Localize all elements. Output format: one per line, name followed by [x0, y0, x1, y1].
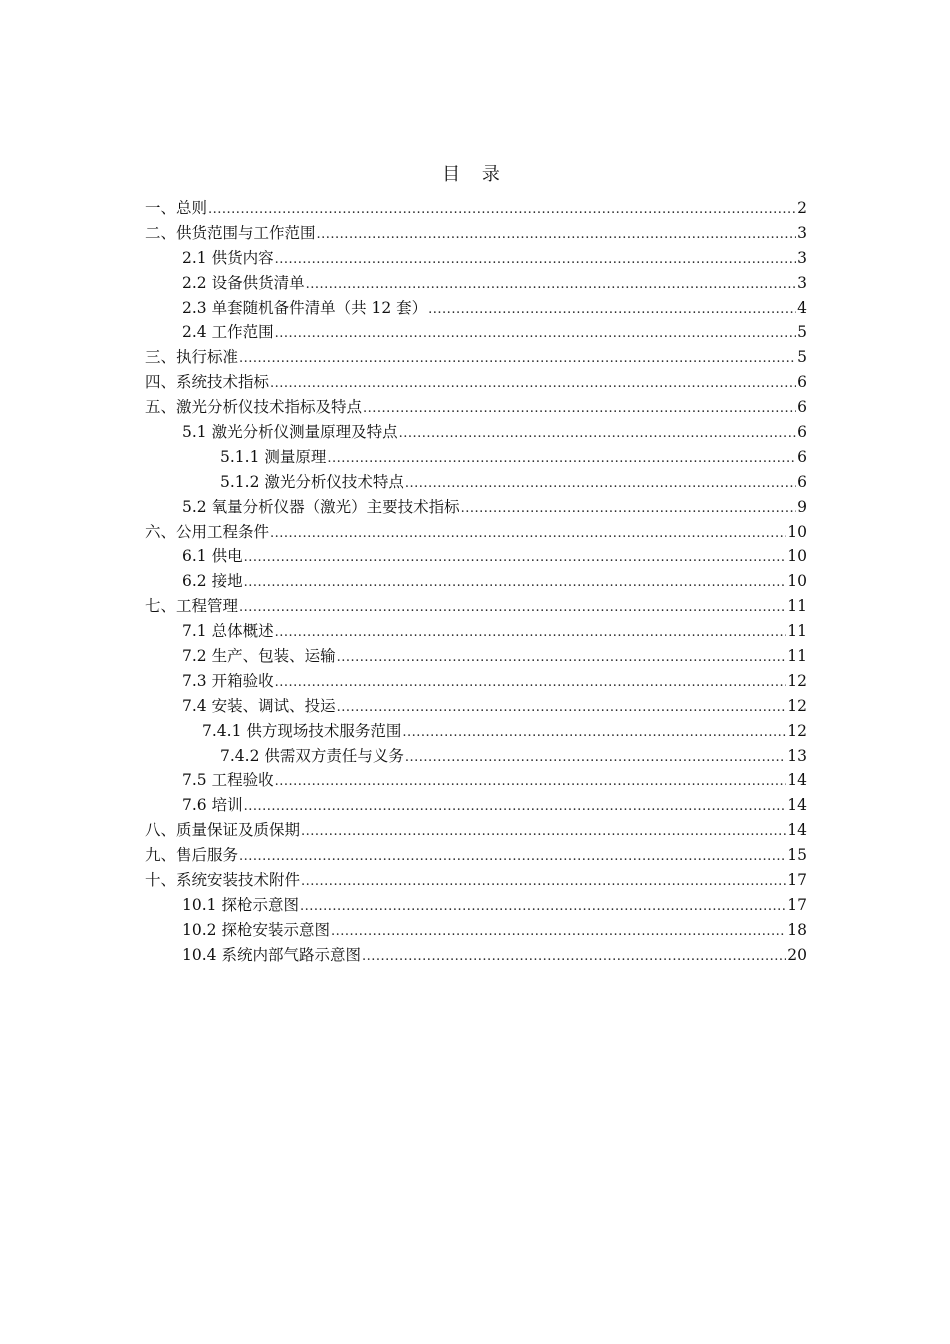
toc-entry[interactable]	[145, 694, 807, 719]
toc-dot-leader	[208, 202, 796, 217]
toc-entry-label: 五、激光分析仪技术指标及特点	[145, 398, 363, 417]
toc-dot-leader	[428, 302, 796, 317]
toc-dot-leader	[244, 575, 787, 590]
toc-entry[interactable]	[145, 893, 807, 918]
toc-dot-leader	[239, 600, 786, 615]
toc-dot-leader	[275, 675, 787, 690]
toc-entry-page-number: 10	[787, 522, 807, 541]
toc-entry-page-number: 6	[797, 447, 807, 466]
toc-entry-page-number: 14	[787, 821, 807, 840]
toc-entry-label: 5.2 氧量分析仪器（激光）主要技术指标	[182, 497, 460, 516]
toc-entry[interactable]	[145, 843, 807, 868]
toc-entry-page-number: 12	[787, 696, 807, 715]
table-of-contents	[145, 196, 807, 968]
toc-entry[interactable]	[145, 544, 807, 569]
toc-entry-page-number: 6	[797, 423, 807, 442]
toc-entry[interactable]	[145, 520, 807, 545]
toc-entry[interactable]	[145, 768, 807, 793]
toc-entry-label: 10.2 探枪安装示意图	[182, 920, 330, 939]
toc-dot-leader	[270, 376, 796, 391]
toc-dot-leader	[331, 924, 786, 939]
toc-entry[interactable]	[145, 196, 807, 221]
toc-entry-label: 5.1 激光分析仪测量原理及特点	[182, 423, 398, 442]
toc-entry[interactable]	[145, 395, 807, 420]
toc-dot-leader	[402, 725, 786, 740]
toc-entry-label: 2.3 单套随机备件清单（共 12 套）	[182, 298, 428, 317]
toc-entry-label: 2.2 设备供货清单	[182, 273, 305, 292]
toc-dot-leader	[317, 227, 797, 242]
toc-entry-label: 7.2 生产、包装、运输	[182, 647, 336, 666]
toc-dot-leader	[275, 252, 797, 267]
toc-entry[interactable]	[145, 719, 807, 744]
toc-entry-label: 九、售后服务	[145, 846, 239, 865]
toc-entry-label: 六、公用工程条件	[145, 522, 270, 541]
toc-entry-page-number: 6	[797, 398, 807, 417]
toc-dot-leader	[327, 451, 796, 466]
toc-entry-label: 7.4 安装、调试、投运	[182, 696, 336, 715]
toc-entry-page-number: 4	[797, 298, 807, 317]
toc-dot-leader	[337, 700, 787, 715]
toc-entry-label: 7.3 开箱验收	[182, 671, 274, 690]
toc-entry-page-number: 6	[797, 472, 807, 491]
toc-entry-label: 7.4.1 供方现场技术服务范围	[202, 721, 402, 740]
toc-entry[interactable]	[145, 495, 807, 520]
toc-entry-page-number: 2	[797, 199, 807, 217]
toc-entry-page-number: 3	[797, 273, 807, 292]
toc-entry[interactable]	[145, 744, 807, 769]
toc-entry-page-number: 20	[787, 945, 807, 964]
toc-dot-leader	[337, 650, 787, 665]
toc-entry-label: 八、质量保证及质保期	[145, 821, 301, 840]
toc-entry[interactable]	[145, 271, 807, 296]
toc-dot-leader	[270, 526, 786, 541]
toc-entry-label: 7.4.2 供需双方责任与义务	[220, 746, 404, 765]
toc-entry-page-number: 12	[787, 671, 807, 690]
toc-entry-label: 7.1 总体概述	[182, 622, 274, 641]
toc-entry-page-number: 18	[787, 920, 807, 939]
toc-entry[interactable]	[145, 420, 807, 445]
toc-entry-label: 10.1 探枪示意图	[182, 895, 299, 914]
toc-dot-leader	[239, 351, 796, 366]
toc-entry-label: 一、总则	[145, 199, 208, 217]
toc-entry-page-number: 14	[787, 771, 807, 790]
toc-dot-leader	[301, 874, 786, 889]
toc-entry[interactable]	[145, 246, 807, 271]
toc-entry-page-number: 3	[797, 248, 807, 267]
toc-entry-label: 三、执行标准	[145, 348, 239, 367]
toc-entry-page-number: 11	[787, 622, 807, 641]
toc-entry-label: 七、工程管理	[145, 597, 239, 616]
toc-entry-page-number: 13	[787, 746, 807, 765]
toc-entry-label: 6.2 接地	[182, 572, 243, 591]
toc-entry[interactable]	[145, 345, 807, 370]
toc-entry-page-number: 10	[787, 572, 807, 591]
toc-entry[interactable]	[145, 818, 807, 843]
toc-dot-leader	[239, 849, 786, 864]
toc-entry-page-number: 11	[787, 597, 807, 616]
toc-entry-label: 5.1.1 测量原理	[220, 447, 327, 466]
toc-entry-page-number: 15	[787, 846, 807, 865]
toc-dot-leader	[275, 774, 787, 789]
toc-entry[interactable]	[145, 320, 807, 345]
toc-dot-leader	[399, 426, 797, 441]
page-title: 目 录	[442, 164, 508, 185]
toc-entry-page-number: 6	[797, 373, 807, 392]
toc-dot-leader	[300, 899, 786, 914]
toc-entry[interactable]	[145, 296, 807, 321]
toc-entry[interactable]	[145, 619, 807, 644]
toc-entry-label: 2.4 工作范围	[182, 323, 274, 342]
toc-entry-page-number: 17	[787, 895, 807, 914]
toc-dot-leader	[275, 625, 787, 640]
toc-entry-page-number: 17	[787, 871, 807, 890]
toc-entry[interactable]	[145, 868, 807, 893]
toc-entry[interactable]	[145, 221, 807, 246]
toc-entry[interactable]	[145, 918, 807, 943]
toc-entry-page-number: 14	[787, 796, 807, 815]
toc-entry[interactable]	[145, 370, 807, 395]
toc-entry-label: 7.6 培训	[182, 796, 243, 815]
toc-dot-leader	[244, 550, 787, 565]
toc-dot-leader	[405, 476, 796, 491]
toc-entry-page-number: 10	[787, 547, 807, 566]
toc-entry[interactable]	[145, 793, 807, 818]
toc-entry-page-number: 5	[797, 348, 807, 367]
toc-entry[interactable]	[145, 445, 807, 470]
toc-entry[interactable]	[145, 943, 807, 968]
toc-dot-leader	[405, 750, 786, 765]
toc-entry-label: 十、系统安装技术附件	[145, 871, 301, 890]
toc-entry-label: 10.4 系统内部气路示意图	[182, 945, 361, 964]
toc-entry-page-number: 12	[787, 721, 807, 740]
toc-entry[interactable]	[145, 470, 807, 495]
toc-entry-label: 7.5 工程验收	[182, 771, 274, 790]
toc-entry-page-number: 5	[797, 323, 807, 342]
toc-entry-label: 二、供货范围与工作范围	[145, 223, 316, 242]
toc-dot-leader	[306, 277, 797, 292]
toc-entry[interactable]	[145, 594, 807, 619]
toc-dot-leader	[301, 824, 786, 839]
toc-entry[interactable]	[145, 569, 807, 594]
toc-entry-page-number: 11	[787, 647, 807, 666]
toc-dot-leader	[362, 949, 786, 964]
toc-dot-leader	[275, 326, 797, 341]
toc-entry[interactable]	[145, 669, 807, 694]
toc-entry-page-number: 3	[797, 223, 807, 242]
toc-entry-label: 四、系统技术指标	[145, 373, 270, 392]
toc-dot-leader	[363, 401, 796, 416]
toc-dot-leader	[461, 501, 797, 516]
toc-entry-label: 6.1 供电	[182, 547, 243, 566]
toc-dot-leader	[244, 799, 787, 814]
toc-entry-label: 5.1.2 激光分析仪技术特点	[220, 472, 404, 491]
toc-entry-page-number: 9	[797, 497, 807, 516]
toc-entry-label: 2.1 供货内容	[182, 248, 274, 267]
toc-entry[interactable]	[145, 644, 807, 669]
